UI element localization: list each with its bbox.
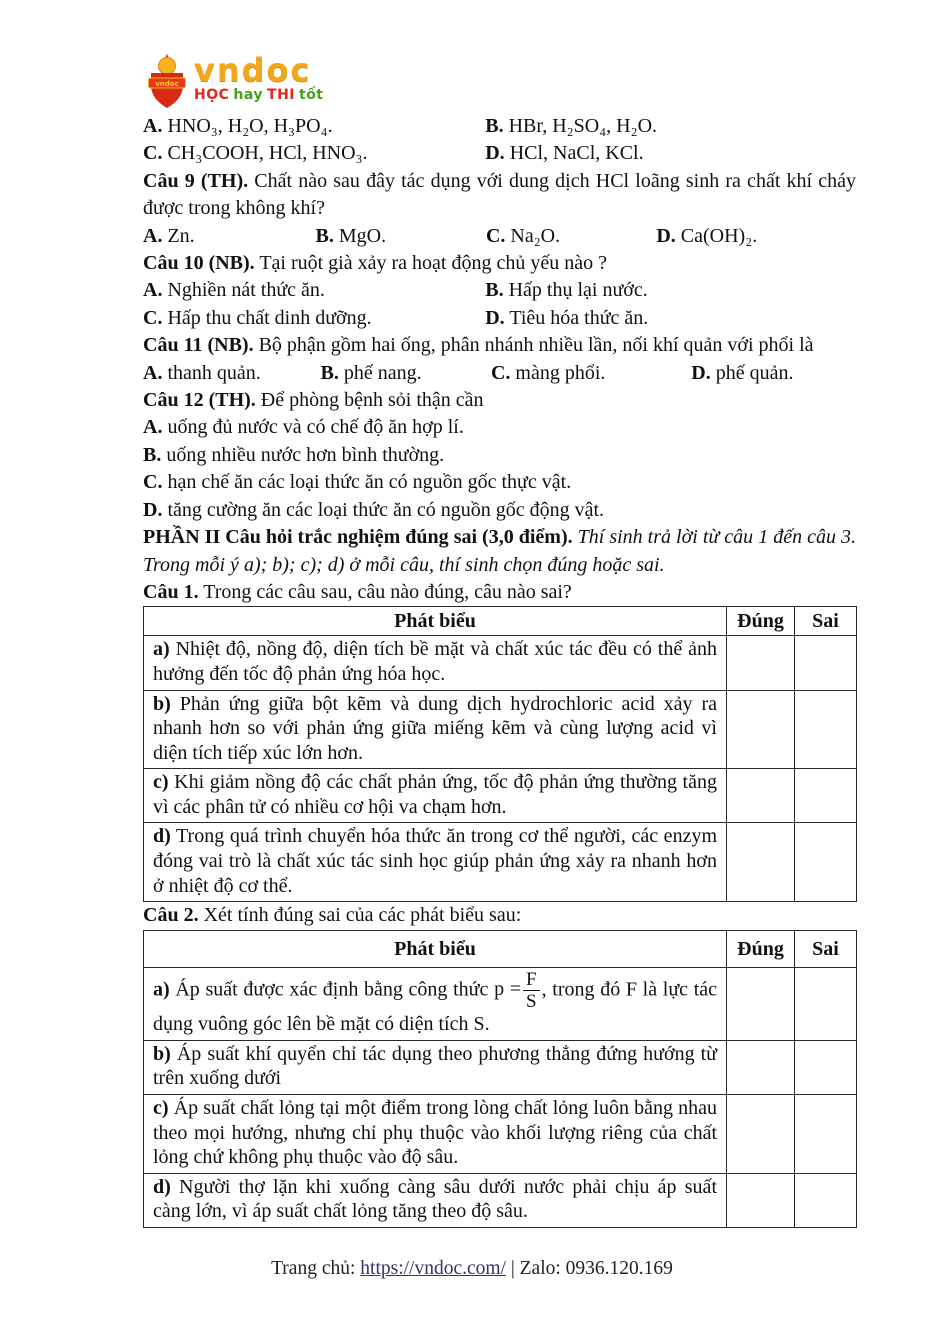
q11-option-c: C. màng phổi. — [490, 361, 606, 384]
table-cau-2 — [143, 930, 857, 1228]
table2-row-b — [144, 1040, 857, 1094]
dung-answer-cell — [727, 967, 795, 1040]
question-10 — [143, 250, 856, 277]
sai-answer-cell — [795, 769, 857, 823]
table2-header-dung: Đúng — [727, 930, 795, 967]
sai-answer-cell — [795, 967, 857, 1040]
dung-answer-cell — [727, 1094, 795, 1173]
table1-row-d — [144, 823, 857, 902]
q11-option-d: D. phế quản. — [691, 361, 794, 384]
footer-suffix: | Zalo: 0936.120.169 — [505, 1258, 673, 1279]
table1-header-sai: Sai — [795, 607, 857, 636]
statement-cell: a) Áp suất được xác định bằng công thức p = $\frac{F}{S}$ , trong đó F là lực tác dụng vuông góc lên bề mặt có diện tích S. — [144, 967, 727, 1040]
logo-brand-text: vndoc — [194, 51, 312, 89]
pressure-formula: p = $\frac{F}{S}$ — [494, 978, 542, 1000]
part2-heading — [143, 524, 856, 579]
part2-heading-bold: PHẦN II Câu hỏi trắc nghiệm đúng sai (3,0 điểm). — [143, 526, 573, 549]
question-11-text: Bộ phận gồm hai ống, phân nhánh nhiều lần, nối khí quản với phổi là — [258, 334, 814, 357]
vndoc-emblem-icon — [147, 54, 187, 110]
cau1-text: Trong các câu sau, câu nào đúng, câu nào sai? — [203, 580, 572, 603]
q12-option-b: B. uống nhiều nước hơn bình thường. — [143, 443, 445, 466]
fraction-F-over-S: $\frac{F}{S}$ — [521, 969, 542, 1013]
q10-options-row-2 — [143, 305, 856, 332]
table2-header-sai: Sai — [795, 930, 857, 967]
q8-option-a: A. HNO₃, H₂O, H₃PO₄. — [143, 115, 333, 137]
sai-answer-cell — [795, 1173, 857, 1227]
dung-answer-cell — [727, 690, 795, 769]
sai-answer-cell — [795, 636, 857, 690]
q12-option-d: D. tăng cường ăn các loại thức ăn có nguồn gốc động vật. — [143, 498, 605, 521]
question-9 — [143, 168, 856, 223]
table2-row-c — [144, 1094, 857, 1173]
question-9-text: Chất nào sau đây tác dụng với dung dịch HCl loãng sinh ra chất khí cháy được trong không khí? — [143, 169, 856, 220]
table2-row-d — [144, 1173, 857, 1227]
q8-option-c: C. CH₃COOH, HCl, HNO₃. — [143, 142, 368, 165]
question-cau2 — [143, 902, 856, 929]
question-12 — [143, 387, 856, 414]
question-11-label: Câu 11 (NB). — [143, 334, 254, 357]
table1-header-statement: Phát biểu — [144, 607, 727, 636]
page-footer — [0, 1256, 944, 1282]
document-body — [143, 113, 856, 1228]
q10-option-c: C. Hấp thu chất dinh dưỡng. — [143, 306, 372, 329]
table1-header-dung: Đúng — [727, 607, 795, 636]
statement-cell: d) Người thợ lặn khi xuống càng sâu dưới nước phải chịu áp suất càng lớn, vì áp suất chất lỏng tăng theo độ sâu. — [144, 1173, 727, 1227]
table2-row-a — [144, 967, 857, 1040]
q9-option-b: B. MgO. — [315, 224, 387, 247]
question-12-text: Để phòng bệnh sỏi thận cần — [260, 389, 484, 412]
q9-options-row — [143, 223, 856, 250]
statement-cell: a) Nhiệt độ, nồng độ, diện tích bề mặt và chất xúc tác đều có thể ảnh hưởng đến tốc độ phản ứng hóa học. — [144, 636, 727, 690]
sai-answer-cell — [795, 690, 857, 769]
dung-answer-cell — [727, 1040, 795, 1094]
q11-option-b: B. phế nang. — [320, 361, 422, 384]
q8-option-d: D. HCl, NaCl, KCl. — [485, 142, 644, 165]
tagline-word-hoc: HỌC — [194, 87, 230, 103]
table2-header-row — [144, 930, 857, 967]
dung-answer-cell — [727, 769, 795, 823]
statement-cell: b) Áp suất khí quyển chỉ tác dụng theo phương thẳng đứng hướng từ trên xuống dưới — [144, 1040, 727, 1094]
table1-row-b — [144, 690, 857, 769]
q10-options-row-1 — [143, 277, 856, 304]
q9-option-a: A. Zn. — [143, 224, 195, 247]
statement-cell: b) Phản ứng giữa bột kẽm và dung dịch hydrochloric acid xảy ra nhanh hơn so với phản ứng giữa miếng kẽm và cùng lượng acid vì diện tích tiếp xúc lớn hơn. — [144, 690, 727, 769]
footer-prefix: Trang chủ: — [271, 1258, 361, 1279]
q11-option-a: A. thanh quản. — [143, 361, 261, 384]
q10-option-b: B. Hấp thụ lại nước. — [485, 279, 648, 302]
sai-answer-cell — [795, 1040, 857, 1094]
q10-option-a: A. Nghiền nát thức ăn. — [143, 279, 325, 302]
tagline-word-hay: hay — [233, 87, 264, 103]
question-10-text: Tại ruột già xảy ra hoạt động chủ yếu nào ? — [259, 252, 607, 275]
svg-text:vndoc: vndoc — [155, 79, 179, 88]
q9-option-d: D. Ca(OH)₂. — [656, 224, 758, 247]
dung-answer-cell — [727, 823, 795, 902]
table2-header-statement: Phát biểu — [144, 930, 727, 967]
sai-answer-cell — [795, 1094, 857, 1173]
statement-cell: d) Trong quá trình chuyển hóa thức ăn trong cơ thể người, các enzym đóng vai trò là chất xúc tác sinh học giúp phản ứng xảy ra nhanh hơn ở nhiệt độ cơ thể. — [144, 823, 727, 902]
tagline-word-tot: tốt — [299, 87, 324, 103]
tagline-word-thi: THI — [267, 87, 295, 103]
q11-options-row — [143, 360, 856, 387]
table1-header-row — [144, 607, 857, 636]
q12-option-c: C. hạn chế ăn các loại thức ăn có nguồn gốc thực vật. — [143, 471, 572, 494]
cau2-text: Xét tính đúng sai của các phát biểu sau: — [203, 904, 522, 927]
cau2-label: Câu 2. — [143, 904, 199, 927]
question-10-label: Câu 10 (NB). — [143, 252, 255, 275]
dung-answer-cell — [727, 1173, 795, 1227]
statement-cell: c) Áp suất chất lỏng tại một điểm trong lòng chất lỏng luôn bằng nhau theo mọi hướng, nhưng chỉ phụ thuộc vào khối lượng riêng của chất lỏng chứ không phụ thuộc vào độ sâu. — [144, 1094, 727, 1173]
table1-row-c — [144, 769, 857, 823]
vndoc-logo — [147, 51, 328, 110]
question-12-label: Câu 12 (TH). — [143, 389, 256, 412]
q8-option-b: B. HBr, H₂SO₄, H₂O. — [485, 115, 658, 137]
dung-answer-cell — [727, 636, 795, 690]
q12-option-a: A. uống đủ nước và có chế độ ăn hợp lí. — [143, 416, 464, 439]
homepage-link[interactable]: https://vndoc.com/ — [360, 1258, 506, 1279]
question-11 — [143, 332, 856, 359]
q8-options-row-2 — [143, 140, 856, 167]
statement-cell: c) Khi giảm nồng độ các chất phản ứng, tốc độ phản ứng thường tăng vì các phân tử có nhiều cơ hội va chạm hơn. — [144, 769, 727, 823]
q10-option-d: D. Tiêu hóa thức ăn. — [485, 306, 649, 329]
table-cau-1 — [143, 606, 857, 902]
sai-answer-cell — [795, 823, 857, 902]
question-cau1 — [143, 579, 856, 606]
cau1-label: Câu 1. — [143, 580, 199, 603]
table1-row-a — [144, 636, 857, 690]
logo-tagline — [194, 86, 328, 104]
question-9-label: Câu 9 (TH). — [143, 169, 249, 192]
part2-heading-italic: Thí sinh trả lời từ câu 1 đến câu 3. Trong mỗi ý a); b); c); d) ở mỗi câu, thí sinh chọn đúng hoặc sai. — [143, 526, 856, 576]
q8-options-row-1 — [143, 113, 856, 140]
q9-option-c: C. Na₂O. — [485, 224, 561, 247]
